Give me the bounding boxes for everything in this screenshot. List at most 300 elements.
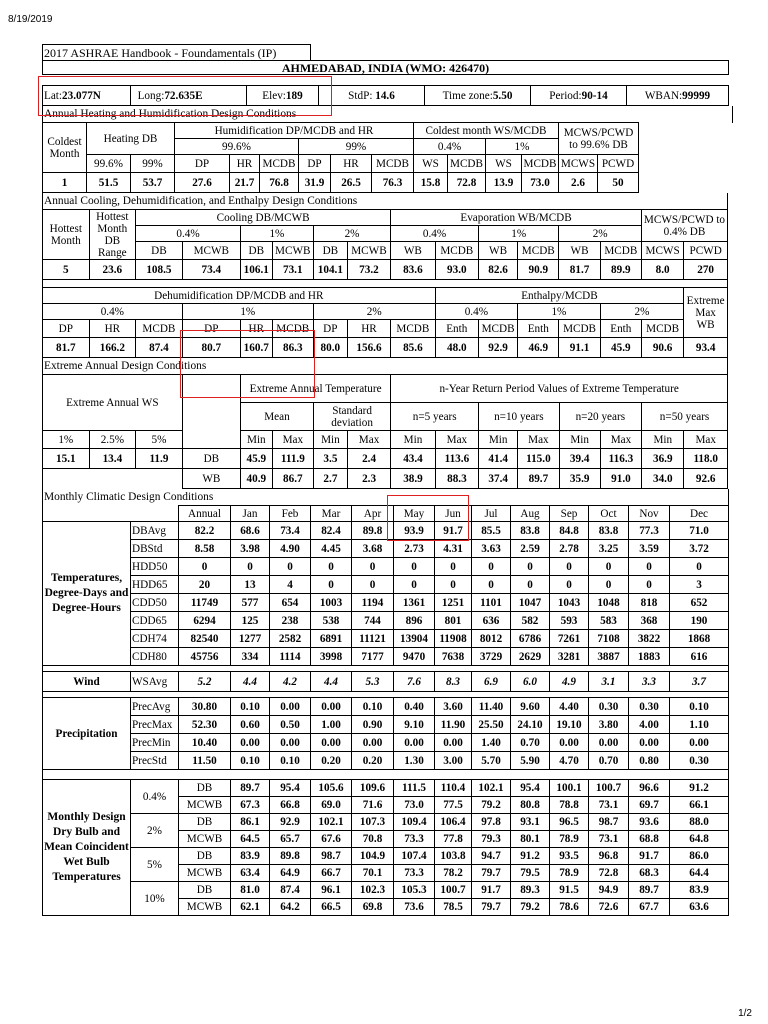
row-label: CDH74	[131, 630, 179, 648]
cell: 107.4	[394, 848, 435, 865]
cell: 0.70	[589, 752, 629, 770]
hdr: MCDB	[641, 320, 683, 338]
hdr: WB	[478, 242, 517, 260]
hdr: Coldest month WS/MCDB	[414, 123, 559, 139]
cell: 4.45	[311, 540, 352, 558]
cell: 89.9	[600, 260, 641, 280]
hdr: Max	[435, 431, 478, 449]
cell: 76.8	[260, 173, 299, 193]
cell: 37.4	[479, 469, 518, 489]
row-label: DB	[179, 814, 231, 831]
cell: 0.00	[589, 734, 629, 752]
cell: 3822	[629, 630, 670, 648]
cell: 80.1	[511, 831, 550, 848]
cell: 73.6	[394, 899, 435, 916]
cell: 102.1	[311, 814, 352, 831]
period-cell: Period:90-14	[531, 86, 627, 106]
hdr: n-Year Return Period Values of Extreme Temperature	[391, 375, 728, 403]
cell: 4.70	[550, 752, 589, 770]
cell: 93.6	[629, 814, 670, 831]
hdr: 1%	[478, 226, 558, 242]
cell: 334	[231, 648, 270, 666]
cell: 1003	[311, 594, 352, 612]
precipitation-group-label: Precipitation	[43, 698, 131, 770]
cell: 4.9	[550, 672, 589, 692]
monthly-temp-row	[43, 540, 729, 558]
cell: 118.0	[684, 449, 728, 469]
cell: 84.8	[550, 522, 589, 540]
source-title: 2017 ASHRAE Handbook - Foundamentals (IP)	[43, 45, 311, 61]
percent-label: 0.4%	[131, 780, 179, 814]
cell: 3.00	[435, 752, 472, 770]
hdr: MCDB	[260, 155, 299, 173]
cell: 82540	[179, 630, 231, 648]
cell: 64.9	[270, 865, 311, 882]
heating-section-title: Annual Heating and Humidification Design Conditions	[43, 106, 733, 123]
extreme-wb-row	[43, 469, 728, 489]
hdr: 2%	[313, 304, 435, 320]
heating-table	[42, 106, 733, 193]
timezone-cell: Time zone:5.50	[425, 86, 531, 106]
cell: 80.0	[313, 338, 347, 358]
cell: 79.3	[472, 831, 511, 848]
cell: 106.1	[240, 260, 272, 280]
cell: 21.7	[230, 173, 260, 193]
cell: 2582	[270, 630, 311, 648]
hdr: 99%	[299, 139, 414, 155]
cell: 190	[670, 612, 729, 630]
cell: 81.7	[43, 338, 90, 358]
hdr: HR	[89, 320, 136, 338]
cell: 0	[394, 576, 435, 594]
hdr: 1%	[182, 304, 313, 320]
cell: 65.7	[270, 831, 311, 848]
cell: 0	[311, 558, 352, 576]
cell: 113.6	[435, 449, 478, 469]
cell: 93.4	[684, 338, 728, 358]
title-table	[42, 44, 729, 75]
cell: 86.7	[272, 469, 313, 489]
cell: 67.7	[629, 899, 670, 916]
cell: 0	[270, 558, 311, 576]
wind-group-label: Wind	[43, 672, 131, 692]
cell: 78.9	[550, 865, 589, 882]
cooling-section-title: Annual Cooling, Dehumidification, and Enthalpy Design Conditions	[43, 193, 728, 210]
cell: 85.6	[391, 338, 435, 358]
cell: 3.7	[670, 672, 729, 692]
cell: 11.90	[435, 716, 472, 734]
cell: 0.00	[435, 734, 472, 752]
cell: 8012	[472, 630, 511, 648]
cell: 6786	[511, 630, 550, 648]
cell: 3.1	[589, 672, 629, 692]
cell: 538	[311, 612, 352, 630]
cell: 43.4	[391, 449, 435, 469]
cell: 79.7	[472, 899, 511, 916]
row-label: PrecStd	[131, 752, 179, 770]
cell: 88.0	[670, 814, 729, 831]
month-header: Nov	[629, 506, 670, 522]
cell: 125	[231, 612, 270, 630]
monthly-design-row	[43, 848, 729, 865]
cell: 68.3	[629, 865, 670, 882]
cell: 15.8	[414, 173, 448, 193]
row-label: MCWB	[179, 865, 231, 882]
cell: 1048	[589, 594, 629, 612]
cell: 0.30	[629, 698, 670, 716]
cell: 0.20	[352, 752, 394, 770]
cell: 73.1	[589, 797, 629, 814]
hdr: Evaporation WB/MCDB	[391, 210, 642, 226]
cell: 66.1	[670, 797, 729, 814]
hdr: Min	[391, 431, 435, 449]
cell: 89.7	[518, 469, 559, 489]
print-date: 8/19/2019	[8, 14, 53, 25]
cell: 0.00	[311, 734, 352, 752]
cell: 89.7	[231, 780, 270, 797]
hdr: HR	[240, 320, 272, 338]
hdr: DB	[313, 242, 347, 260]
month-header: Mar	[311, 506, 352, 522]
cell: 23.6	[89, 260, 136, 280]
cell: 91.2	[511, 848, 550, 865]
cell: 35.9	[559, 469, 600, 489]
cell: 1	[43, 173, 87, 193]
cell: 2629	[511, 648, 550, 666]
design-group-label: Monthly Design Dry Bulb and Mean Coincident Wet Bulb Temperatures	[43, 780, 131, 916]
cell: 3.25	[589, 540, 629, 558]
hdr: MCDB	[435, 242, 478, 260]
cell: 7177	[352, 648, 394, 666]
hdr: Min	[479, 431, 518, 449]
cell: 104.1	[313, 260, 347, 280]
cell: 0	[629, 576, 670, 594]
hdr: DP	[175, 155, 230, 173]
cell: 92.9	[270, 814, 311, 831]
cell: 102.1	[472, 780, 511, 797]
cell: 67.3	[231, 797, 270, 814]
cell: 3998	[311, 648, 352, 666]
cell: 66.8	[270, 797, 311, 814]
month-header: Annual	[179, 506, 231, 522]
hdr: DP	[182, 320, 240, 338]
cell: 5.70	[472, 752, 511, 770]
cell: 93.0	[435, 260, 478, 280]
cell: 0.80	[629, 752, 670, 770]
cell: 0.10	[270, 752, 311, 770]
hdr: Min	[313, 431, 347, 449]
row-label: CDH80	[131, 648, 179, 666]
hdr: 2%	[313, 226, 390, 242]
cell: 368	[629, 612, 670, 630]
cell: 3.59	[629, 540, 670, 558]
cell: 91.0	[600, 469, 641, 489]
cell: 62.1	[231, 899, 270, 916]
cell: 1.30	[394, 752, 435, 770]
cell: 7261	[550, 630, 589, 648]
cell: 68.6	[231, 522, 270, 540]
cell: 73.1	[589, 831, 629, 848]
cell: 0.30	[589, 698, 629, 716]
cell: 34.0	[642, 469, 684, 489]
cell: 71.6	[352, 797, 394, 814]
cell: 166.2	[89, 338, 136, 358]
cell: 93.5	[550, 848, 589, 865]
cell: 72.6	[589, 899, 629, 916]
cell: 652	[670, 594, 729, 612]
cell: 79.2	[472, 797, 511, 814]
hdr: 1%	[43, 431, 90, 449]
cell: 83.9	[231, 848, 270, 865]
hdr: 0.4%	[435, 304, 518, 320]
cell: 91.2	[670, 780, 729, 797]
cell: 81.0	[231, 882, 270, 899]
cell: 0.00	[231, 734, 270, 752]
cell: 2.78	[550, 540, 589, 558]
cell: 9.60	[511, 698, 550, 716]
cell: 19.10	[550, 716, 589, 734]
cell: 15.1	[43, 449, 90, 469]
cell: 77.8	[435, 831, 472, 848]
cell: 0	[352, 576, 394, 594]
hdr: HR	[347, 320, 390, 338]
hdr: DP	[43, 320, 90, 338]
cell: 2.7	[313, 469, 347, 489]
cell: 70.8	[352, 831, 394, 848]
cell: 583	[589, 612, 629, 630]
cell: 39.4	[559, 449, 600, 469]
cell: 0	[472, 576, 511, 594]
cell: 73.4	[182, 260, 240, 280]
cell: 0	[511, 558, 550, 576]
row-label: DB	[182, 449, 240, 469]
hdr: MCDB	[391, 320, 435, 338]
cell: 4.00	[629, 716, 670, 734]
hdr: MCWB	[347, 242, 390, 260]
design-conditions-sheet	[42, 44, 728, 916]
cell: 1.10	[670, 716, 729, 734]
cell: 73.4	[270, 522, 311, 540]
cell: 801	[435, 612, 472, 630]
cell: 0.00	[394, 734, 435, 752]
cell: 6.9	[472, 672, 511, 692]
cell: 51.5	[87, 173, 131, 193]
cell: 82.6	[478, 260, 517, 280]
hdr: MCDB	[372, 155, 414, 173]
cell: 72.8	[448, 173, 486, 193]
cell: 0	[435, 576, 472, 594]
cell: 0	[511, 576, 550, 594]
cell: 86.0	[670, 848, 729, 865]
hdr: 0.4%	[43, 304, 183, 320]
hdr: MCWS/PCWD to 0.4% DB	[641, 210, 727, 242]
cell: 9470	[394, 648, 435, 666]
cell: 87.4	[270, 882, 311, 899]
hdr: n=20 years	[559, 403, 642, 431]
cell: 818	[629, 594, 670, 612]
row-label: MCWB	[179, 831, 231, 848]
hdr: n=10 years	[479, 403, 559, 431]
cell: 1251	[435, 594, 472, 612]
hdr: 0.4%	[391, 226, 479, 242]
cell: 896	[394, 612, 435, 630]
cell: 40.9	[240, 469, 272, 489]
hdr: Standard deviation	[313, 403, 390, 431]
hdr: WB	[391, 242, 435, 260]
cell: 96.8	[589, 848, 629, 865]
cell: 1114	[270, 648, 311, 666]
cell: 0.50	[270, 716, 311, 734]
hdr: DP	[313, 320, 347, 338]
cell: 0	[179, 558, 231, 576]
cell: 103.8	[435, 848, 472, 865]
cell: 582	[511, 612, 550, 630]
cell: 109.4	[394, 814, 435, 831]
cell: 91.7	[472, 882, 511, 899]
hdr: DB	[240, 242, 272, 260]
cell: 4.31	[435, 540, 472, 558]
hdr: Enthalpy/MCDB	[435, 288, 684, 304]
cell: 77.3	[629, 522, 670, 540]
cell: 92.6	[684, 469, 728, 489]
cell: 64.5	[231, 831, 270, 848]
cell: 69.7	[629, 797, 670, 814]
cell: 90.6	[641, 338, 683, 358]
hdr: MCDB	[559, 320, 600, 338]
cell: 0.60	[231, 716, 270, 734]
hdr: 99%	[131, 155, 175, 173]
cell: 0	[550, 558, 589, 576]
cell: 4.4	[311, 672, 352, 692]
row-label: HDD65	[131, 576, 179, 594]
cell: 1.40	[472, 734, 511, 752]
cell: 27.6	[175, 173, 230, 193]
hdr: 0.4%	[136, 226, 241, 242]
cell: 79.5	[511, 865, 550, 882]
row-label: WSAvg	[131, 672, 179, 692]
hdr: Max	[347, 431, 390, 449]
cell: 88.3	[435, 469, 478, 489]
hdr: Extreme Annual WS	[43, 375, 183, 431]
cell: 93.1	[511, 814, 550, 831]
hdr: 99.6%	[175, 139, 299, 155]
extreme-db-row	[43, 449, 728, 469]
cell: 78.6	[550, 899, 589, 916]
cell: 3887	[589, 648, 629, 666]
hdr: MCWB	[272, 242, 313, 260]
station-info-row	[42, 85, 729, 106]
cell: 73.1	[272, 260, 313, 280]
cell: 0	[550, 576, 589, 594]
cell: 79.2	[511, 899, 550, 916]
cell: 46.9	[518, 338, 559, 358]
cell: 3.68	[352, 540, 394, 558]
cell: 107.3	[352, 814, 394, 831]
cell: 64.2	[270, 899, 311, 916]
cell: 0	[231, 558, 270, 576]
month-header: May	[394, 506, 435, 522]
cell: 71.0	[670, 522, 729, 540]
cell: 98.7	[589, 814, 629, 831]
hdr: 2.5%	[89, 431, 136, 449]
cell: 78.9	[550, 831, 589, 848]
long-cell: Long:72.635E	[131, 86, 247, 106]
hdr: MCWS	[641, 242, 683, 260]
cell: 102.3	[352, 882, 394, 899]
row-label: MCWB	[179, 899, 231, 916]
cell: 577	[231, 594, 270, 612]
cell: 92.9	[478, 338, 517, 358]
cell: 86.3	[272, 338, 313, 358]
cell: 5	[43, 260, 90, 280]
cell: 0.20	[311, 752, 352, 770]
cell: 4.4	[231, 672, 270, 692]
hdr: Min	[559, 431, 600, 449]
month-header: Jan	[231, 506, 270, 522]
monthly-section-title: Monthly Climatic Design Conditions	[43, 489, 729, 506]
cell: 94.7	[472, 848, 511, 865]
hdr: MCDB	[518, 242, 559, 260]
cell: 64.8	[670, 831, 729, 848]
hdr: 1%	[518, 304, 601, 320]
cell: 1868	[670, 630, 729, 648]
hdr: Max	[272, 431, 313, 449]
cell: 11121	[352, 630, 394, 648]
cell: 0.00	[270, 734, 311, 752]
cell: 73.0	[394, 797, 435, 814]
hdr: Coldest Month	[43, 123, 87, 173]
cell: 68.8	[629, 831, 670, 848]
cell: 2.6	[559, 173, 598, 193]
cell: 82.4	[311, 522, 352, 540]
row-label: DB	[179, 848, 231, 865]
temperatures-group-label: Temperatures, Degree-Days and Degree-Hours	[43, 522, 131, 666]
cell: 81.7	[559, 260, 600, 280]
cell: 96.6	[629, 780, 670, 797]
percent-label: 10%	[131, 882, 179, 916]
monthly-temp-row	[43, 522, 729, 540]
cell: 105.6	[311, 780, 352, 797]
cell: 13	[231, 576, 270, 594]
row-label: HDD50	[131, 558, 179, 576]
cell: 86.1	[231, 814, 270, 831]
cell: 6891	[311, 630, 352, 648]
row-label: PrecAvg	[131, 698, 179, 716]
cell: 7638	[435, 648, 472, 666]
cell: 1043	[550, 594, 589, 612]
hdr: 1%	[240, 226, 313, 242]
cell: 50	[598, 173, 639, 193]
page-number: 1/2	[738, 1008, 752, 1019]
cell: 4	[270, 576, 311, 594]
monthly-precip-row	[43, 752, 729, 770]
cell: 77.5	[435, 797, 472, 814]
cell: 2.4	[347, 449, 390, 469]
row-label: DBAvg	[131, 522, 179, 540]
cell: 63.4	[231, 865, 270, 882]
hdr: Enth	[518, 320, 559, 338]
cell: 83.9	[670, 882, 729, 899]
cell: 45.9	[600, 338, 641, 358]
hdr: 2%	[600, 304, 684, 320]
hdr: 2%	[559, 226, 642, 242]
cell: 66.5	[311, 899, 352, 916]
cell: 53.7	[131, 173, 175, 193]
month-header: Jul	[472, 506, 511, 522]
cell: 8.58	[179, 540, 231, 558]
hdr: WS	[414, 155, 448, 173]
hdr: Extreme Annual Temperature	[240, 375, 390, 403]
